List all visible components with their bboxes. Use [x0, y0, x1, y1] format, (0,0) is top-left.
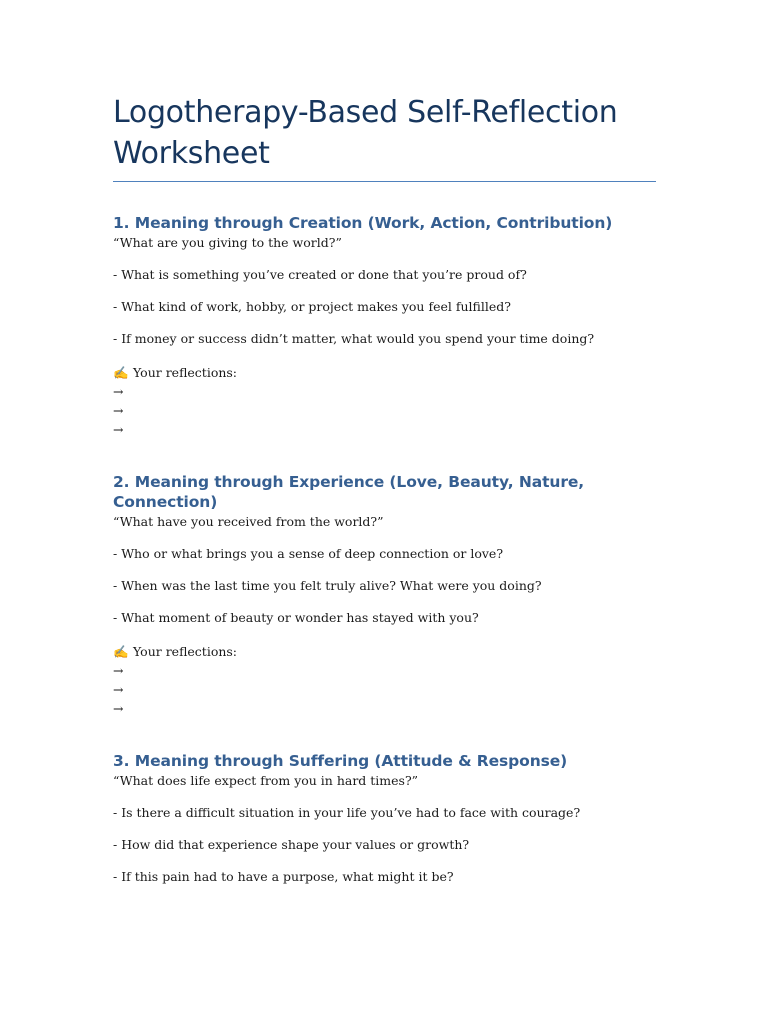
question-item: - Is there a difficult situation in your life you’ve had to face with courage? — [113, 805, 581, 820]
question-item: - What is something you’ve created or done that you’re proud of? — [113, 267, 527, 282]
reflections-label: Your reflections: — [133, 644, 238, 659]
title-divider — [113, 181, 656, 182]
reflection-arrow-line: → — [113, 422, 124, 437]
section-quote: “What are you giving to the world?” — [113, 235, 342, 250]
section-heading: 2. Meaning through Experience (Love, Beauty, Nature, Connection) — [113, 473, 585, 511]
section-experience — [113, 472, 656, 717]
question-item: - If this pain had to have a purpose, what might it be? — [113, 869, 454, 884]
document-title: Logotherapy-Based Self-Reflection Worksheet — [113, 95, 618, 171]
question-item: - If money or success didn’t matter, what would you spend your time doing? — [113, 331, 595, 346]
reflection-arrow-line: → — [113, 682, 124, 697]
question-item: - What kind of work, hobby, or project makes you feel fulfilled? — [113, 299, 511, 314]
section-quote: “What have you received from the world?” — [113, 514, 384, 529]
section-creation — [113, 213, 656, 438]
section-quote: “What does life expect from you in hard times?” — [113, 773, 419, 788]
reflections-label: Your reflections: — [133, 365, 238, 380]
reflection-arrow-line: → — [113, 403, 124, 418]
reflection-arrow-line: → — [113, 384, 124, 399]
writing-hand-icon: ✍ — [113, 644, 129, 659]
question-item: - Who or what brings you a sense of deep connection or love? — [113, 546, 504, 561]
question-item: - How did that experience shape your values or growth? — [113, 837, 470, 852]
reflections-label-row — [113, 644, 656, 660]
reflection-arrow-line: → — [113, 701, 124, 716]
question-item: - What moment of beauty or wonder has stayed with you? — [113, 610, 479, 625]
section-heading: 1. Meaning through Creation (Work, Action, Contribution) — [113, 214, 613, 232]
reflection-arrow-line: → — [113, 663, 124, 678]
section-suffering — [113, 751, 656, 885]
question-item: - When was the last time you felt truly alive? What were you doing? — [113, 578, 542, 593]
section-heading: 3. Meaning through Suffering (Attitude & Response) — [113, 752, 568, 770]
reflections-label-row — [113, 365, 656, 381]
writing-hand-icon: ✍ — [113, 365, 129, 380]
